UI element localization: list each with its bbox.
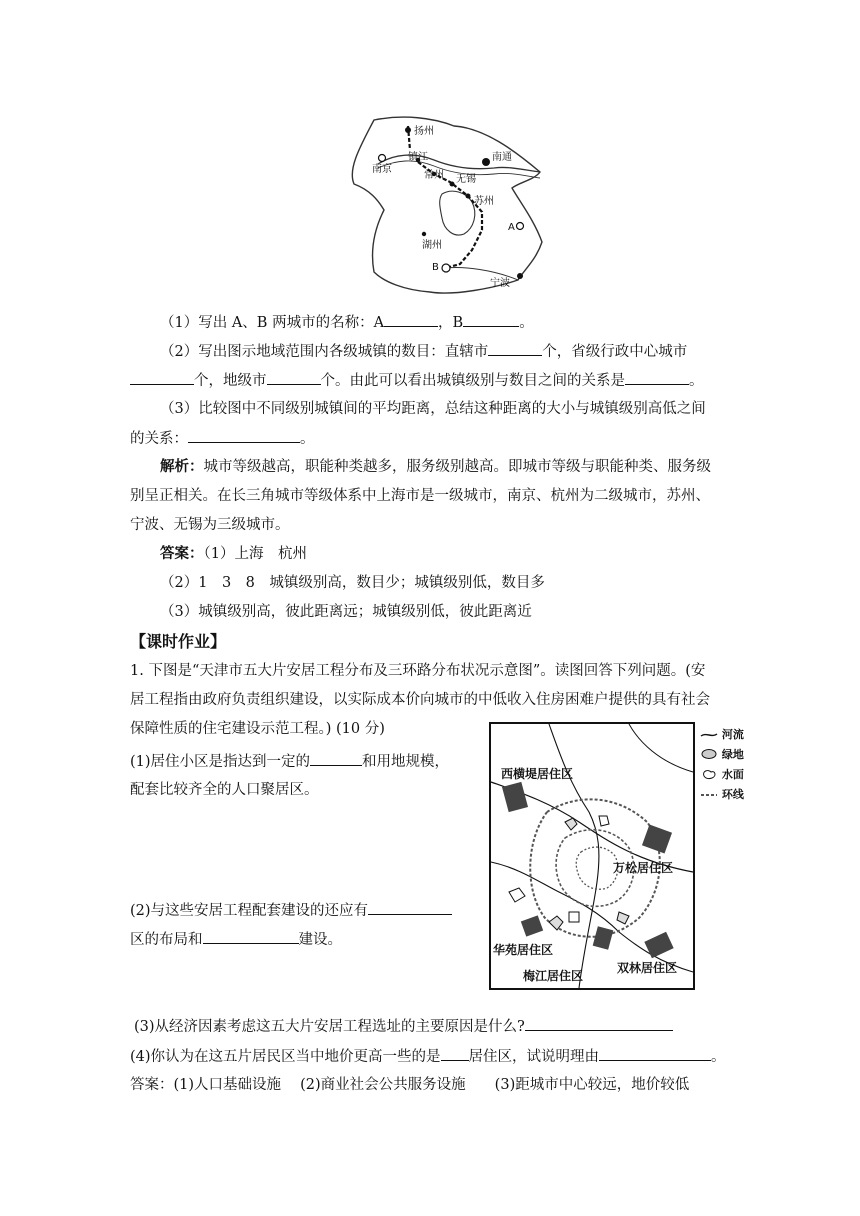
legend-water: 水面 [700,768,744,784]
analysis-line-3: 宁波、无锡为三级城市。 [130,517,290,533]
homework-q2-line-2: 区的布局和 建设。 [130,929,342,950]
legend-river: 河流 [700,728,744,744]
analysis-line-2: 别呈正相关。在长三角城市等级体系中上海市是一级城市，南京、杭州为二级城市，苏州、 [130,488,710,504]
area-label-huayuan: 华苑居住区 [493,943,554,957]
map-label-b: B [432,262,439,273]
homework-intro-1: 1. 下图是“天津市五大片安居工程分布及三环路分布状况示意图”。读图回答下列问题。(安 [130,663,706,679]
map-label-nantong: 南通 [492,152,512,163]
question-1-3: （3）比较图中不同级别城镇间的平均距离，总结这种距离的大小与城镇级别高低之间 [160,401,706,417]
answer-label: 答案： [160,546,204,562]
section-heading: 【课时作业】 [130,632,227,651]
legend-ring: 环线 [700,788,744,804]
area-label-xiwangti: 西横堤居住区 [501,767,574,781]
map-label-changzhou: 常州 [424,170,444,181]
ring-road-icon [700,790,718,800]
answer-line-2: （2）1 3 8 城镇级别高，数目少；城镇级别低，数目多 [160,575,545,591]
area-label-shuanglin: 双林居住区 [617,961,678,975]
homework-intro-2: 居工程指由政府负责组织建设，以实际成本价向城市的中低收入住房困难户提供的具有社会 [130,692,710,708]
homework-q3: (3)从经济因素考虑这五大片安居工程选址的主要原因是什么? [134,1016,673,1037]
map-label-a: A [508,222,515,233]
analysis-label: 解析： [160,459,204,475]
question-1-3-cont: 的关系： 。 [130,428,315,449]
answer-line-1: 答案：（1）上海 杭州 [160,546,307,562]
map-label-nanjing: 南京 [372,164,392,175]
homework-intro-3: 保障性质的住宅建设示范工程。) (10 分) [130,721,385,737]
map-label-suzhou: 苏州 [474,196,494,207]
tianjin-housing-map [489,722,695,990]
map-legend [700,728,780,818]
map-label-ningbo: 宁波 [490,278,510,289]
yangtze-delta-map [344,110,548,300]
map-label-wuxi: 无锡 [456,174,476,185]
area-label-meijiang: 梅江居住区 [523,969,584,983]
homework-q4: (4)你认为在这五片居民区当中地价更高一些的是 居住区，试说明理由 。 [130,1046,726,1067]
homework-answers: 答案：(1)人口基础设施 (2)商业社会公共服务设施 (3)距城市中心较远，地价较低 [130,1077,690,1093]
analysis-line-1: 解析：城市等级越高，职能种类越多，服务级别越高。即城市等级与职能种类、服务级 [160,459,711,475]
river-line-icon [700,730,718,740]
map-label-huzhou: 湖州 [422,240,442,251]
question-1-2-cont: 个，地级市 个。由此可以看出城镇级别与数目之间的关系是 。 [130,370,704,391]
legend-green: 绿地 [700,748,744,764]
homework-q1-line-2: 配套比较齐全的人口聚居区。 [130,782,319,798]
green-patch-icon [700,748,718,760]
question-1-1: （1）写出 A、B 两城市的名称：A ，B 。 [160,312,534,333]
map-label-zhenjiang: 镇江 [408,152,428,163]
homework-q2-line-1: (2)与这些安居工程配套建设的还应有 [130,900,452,921]
homework-q1-line-1: (1)居住小区是指达到一定的 和用地规模， [130,751,449,772]
area-label-wansong: 万松居住区 [613,861,674,875]
answer-line-3: （3）城镇级别高，彼此距离远；城镇级别低，彼此距离近 [160,604,532,620]
map-label-yangzhou: 扬州 [414,126,434,137]
question-1-2: （2）写出图示地域范围内各级城镇的数目：直辖市 个，省级行政中心城市 [160,341,687,362]
water-patch-icon [700,768,718,780]
